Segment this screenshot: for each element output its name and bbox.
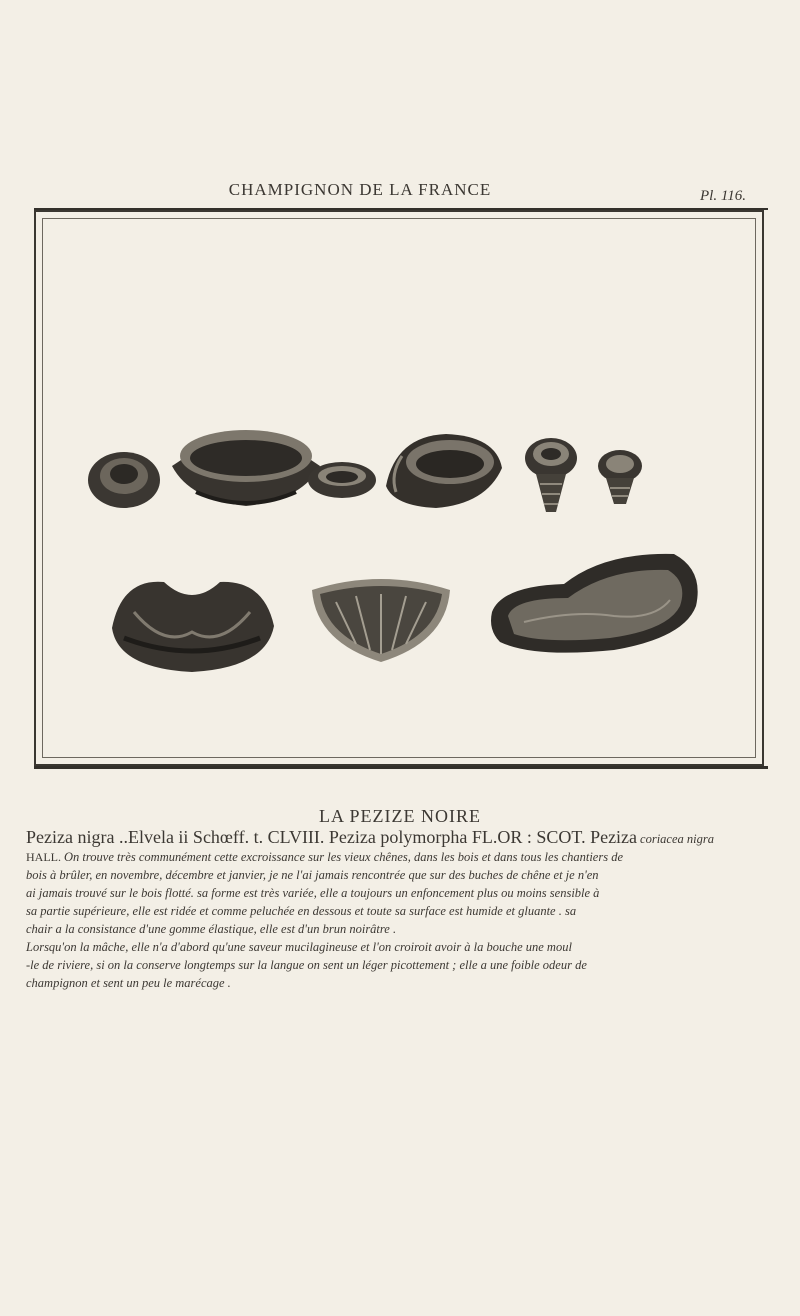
description-text: On trouve très communément cette excroissance sur les vieux chênes, dans les bois et dans tous les chantiers de	[64, 850, 624, 864]
cup-fungus-stalked	[522, 432, 580, 518]
synonym-line	[26, 828, 770, 848]
species-title: LA PEZIZE NOIRE	[319, 806, 481, 826]
description-line-3: ai jamais trouvé sur le bois flotté. sa forme est très variée, elle a toujours un enfoncement plus ou moins sensible à	[26, 886, 600, 900]
description-line-1	[26, 848, 770, 866]
cup-fungus-large-saucer	[166, 418, 326, 514]
cup-fungus-stalked-small	[594, 446, 646, 508]
cup-fungus-medium	[304, 456, 380, 502]
frame-bottom-rule	[34, 766, 768, 769]
synonym-tail: coriacea nigra	[640, 832, 714, 846]
description-line-4: sa partie supérieure, elle est ridée et comme peluchée en dessous et toute sa surface est humide et gluante . sa	[26, 904, 577, 918]
description-line-2: bois à brûler, en novembre, décembre et janvier, je ne l'ai jamais rencontrée que sur des buches de chêne et je n'en	[26, 868, 599, 882]
cup-fungus-tilted	[376, 426, 508, 514]
plate-number: Pl. 116.	[700, 188, 746, 204]
illustration-frame	[34, 210, 764, 766]
cup-fungus-small-dark	[84, 444, 164, 510]
fungus-section-middle	[306, 566, 456, 666]
fungus-section-right	[484, 546, 708, 666]
synonyms: Peziza nigra ..Elvela ii Schœff. t. CLVIII. Peziza polymorpha FL.OR : SCOT. Peziza	[26, 827, 638, 847]
description-line-6: Lorsqu'on la mâche, elle n'a d'abord qu'une saveur mucilagineuse et l'on croiroit avoir à la bouche une moul	[26, 940, 572, 954]
description-line-8: champignon et sent un peu le marécage .	[26, 976, 231, 990]
description-line-5: chair a la consistance d'une gomme élastique, elle est d'un brun noirâtre .	[26, 922, 397, 936]
page-title: CHAMPIGNON DE LA FRANCE	[228, 180, 492, 199]
description-line-7: -le de riviere, si on la conserve longtemps sur la langue on sent un léger picottement ; elle a une foible odeur de	[26, 958, 587, 972]
fungus-section-left	[104, 568, 280, 676]
species-description	[26, 828, 770, 992]
author-abbrev: HALL.	[26, 850, 61, 864]
